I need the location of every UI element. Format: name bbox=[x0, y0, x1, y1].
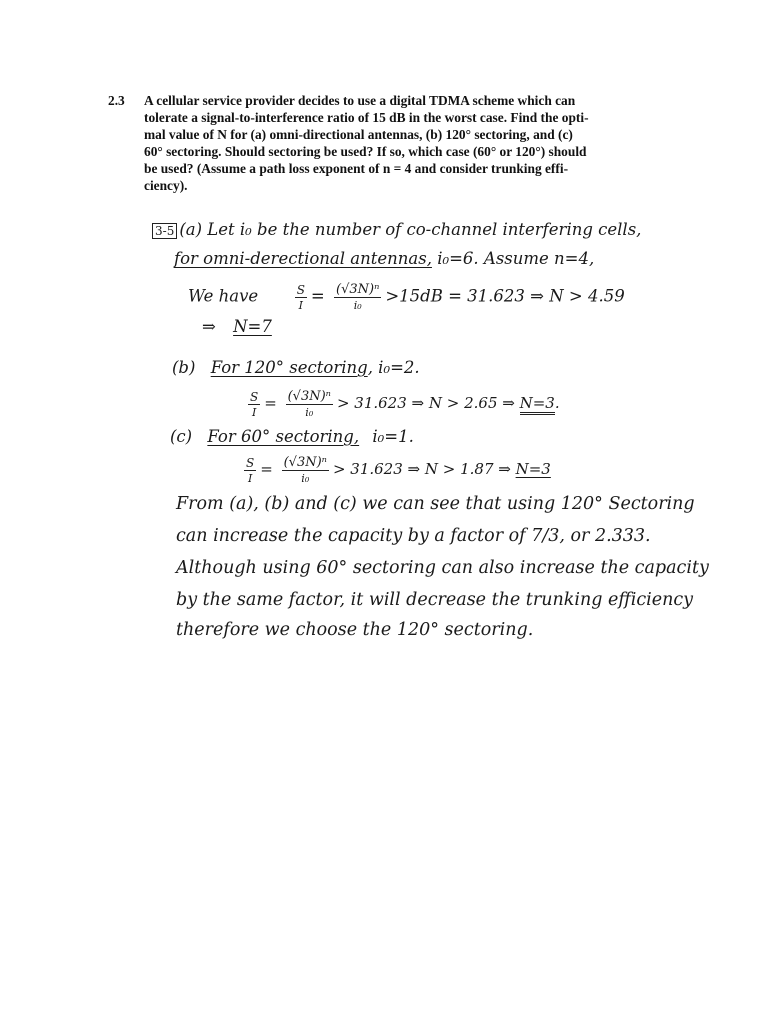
conclusion-line: can increase the capacity by a factor of 7/3, or 2.333. bbox=[176, 526, 651, 546]
conclusion-line: Although using 60° sectoring can also increase the capacity bbox=[176, 558, 709, 578]
problem-line: be used? (Assume a path loss exponent of n = 4 and consider trunking effi- bbox=[144, 161, 569, 176]
expression-fraction: $\frac{\text{(√3N)ⁿ}}{\text{i₀}}$ bbox=[336, 282, 380, 312]
part-a-result: ⇒ N=7 bbox=[202, 317, 272, 336]
part-a-antenna-line: for omni-derectional antennas, i₀=6. Assume n=4, bbox=[174, 249, 595, 268]
part-c-equation: $\frac{S}{I}$ = $\frac{\text{(√3N)ⁿ}}{\text{i₀}}$ > 31.623 ⇒ N > 1.87 ⇒ N=3 bbox=[246, 455, 551, 485]
conclusion-line: therefore we choose the 120° sectoring. bbox=[176, 620, 534, 640]
result-n3-b: N=3 bbox=[520, 394, 555, 415]
problem-line: ciency). bbox=[144, 178, 188, 193]
part-a-intro: 3-5 (a) Let i₀ be the number of co-channel interfering cells, bbox=[152, 220, 641, 239]
result-n3-c: N=3 bbox=[515, 460, 551, 478]
problem-number: 2.3 bbox=[108, 93, 125, 108]
problem-line: mal value of N for (a) omni-directional antennas, (b) 120° sectoring, and (c) bbox=[144, 127, 573, 142]
solution-tag: 3-5 bbox=[152, 223, 177, 239]
conclusion-line: by the same factor, it will decrease the trunking efficiency bbox=[176, 590, 694, 610]
s-over-i: $\frac{S}{I}$ bbox=[296, 282, 305, 312]
part-a-equation: We have $\frac{S}{I}$ = $\frac{\text{(√3N)ⁿ}}{\text{i₀}}$ >15dB = 31.623 ⇒ N > 4.59 bbox=[188, 282, 625, 312]
part-c-heading: (c) For 60° sectoring, i₀=1. bbox=[170, 427, 414, 446]
conclusion-line: From (a), (b) and (c) we can see that using 120° Sectoring bbox=[176, 494, 695, 514]
problem-line: tolerate a signal-to-interference ratio of 15 dB in the worst case. Find the opti- bbox=[144, 110, 589, 125]
result-n7: N=7 bbox=[233, 317, 272, 336]
problem-line: A cellular service provider decides to use a digital TDMA scheme which can bbox=[144, 93, 576, 108]
problem-line: 60° sectoring. Should sectoring be used? If so, which case (60° or 120°) should bbox=[144, 144, 587, 159]
part-b-equation: $\frac{S}{I}$ = $\frac{\text{(√3N)ⁿ}}{\text{i₀}}$ > 31.623 ⇒ N > 2.65 ⇒ N=3. bbox=[250, 389, 560, 419]
part-b-heading: (b) For 120° sectoring, i₀=2. bbox=[172, 358, 420, 377]
